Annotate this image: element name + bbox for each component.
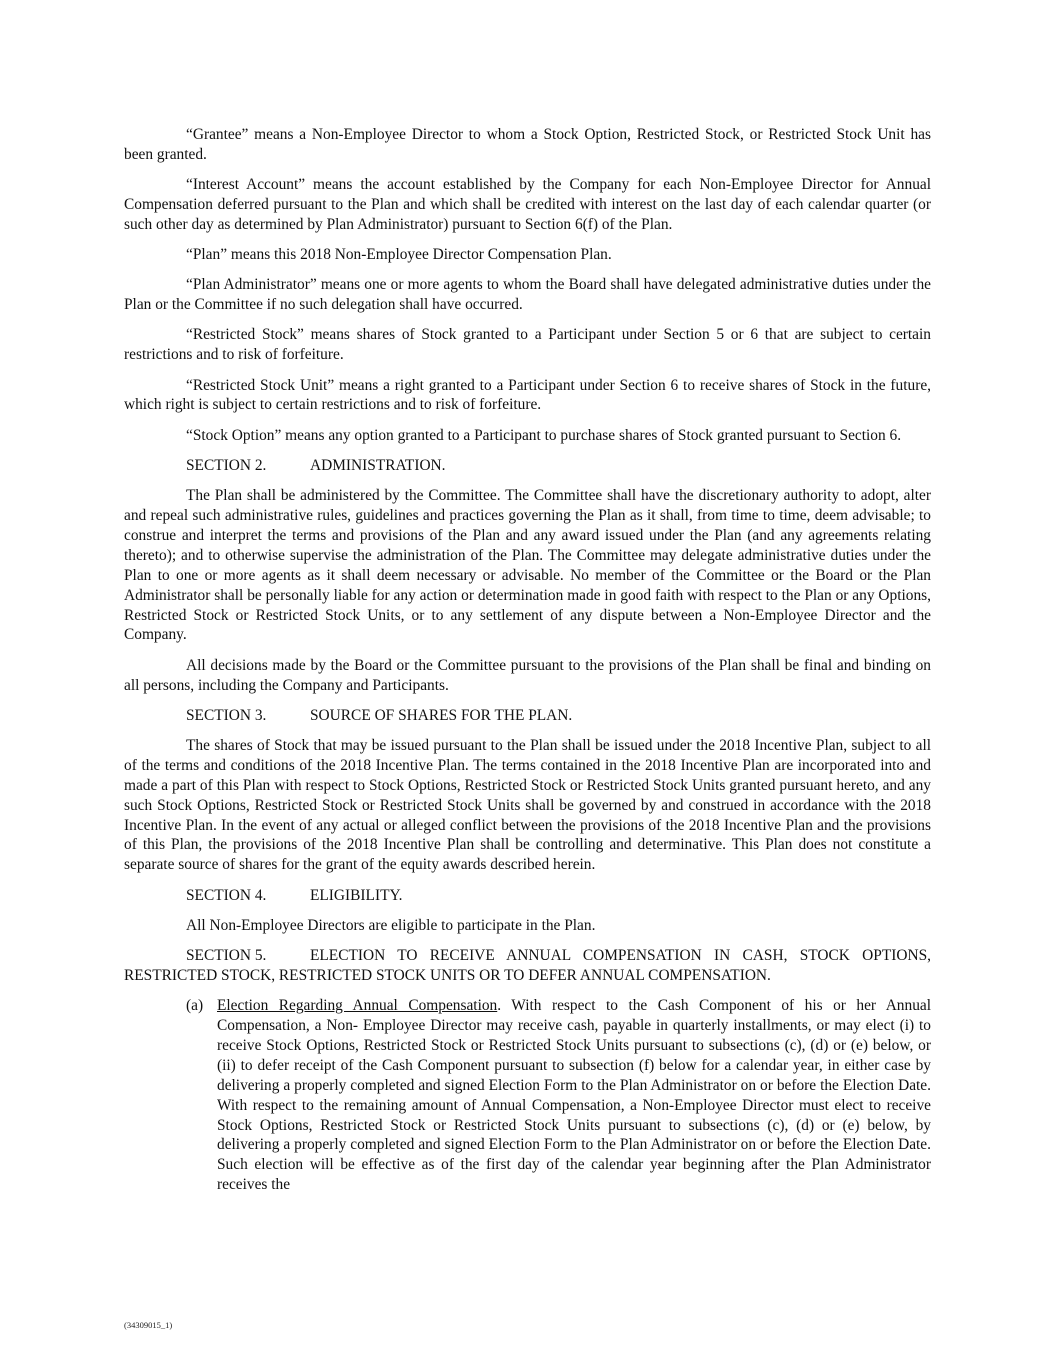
section-2-heading [124,456,931,476]
section-title: ELIGIBILITY. [310,886,403,904]
definition-plan-administrator: “Plan Administrator” means one or more agents to whom the Board shall have delegated administrative duties under the Plan or the Committee if no such delegation shall have occurred. [124,276,931,314]
section-3-heading [124,706,931,726]
document-page [124,125,931,1195]
definition-interest-account: “Interest Account” means the account established by the Company for each Non-Employee Director for Annual Compensation deferred pursuant to the Plan and which shall be credited with interest on the last day of each calendar quarter (or such other day as determined by Plan Administrator) pursuant to Section 6(f) of the Plan. [124,176,931,233]
section-5-item-a [124,996,931,1195]
section-number: SECTION 2. [186,456,267,474]
definition-grantee: “Grantee” means a Non-Employee Director to whom a Stock Option, Restricted Stock, or Restricted Stock Unit has been granted. [124,126,931,163]
section-4-heading [124,886,931,906]
document-id-footer: (34309015_1) [124,1320,173,1330]
item-text: . With respect to the Cash Component of his or her Annual Compensation, a Non- Employee Director may receive cash, payable in quarterly installments, or may elect (i) to receive Stock Options, Restricted Stock or Restricted Stock Units pursuant to subsections (c), (d) or (e) below, or (ii) to defer receipt of the Cash Component pursuant to subsection (f) below for a calendar year, in either case by delivering a properly completed and signed Election Form to the Plan Administrator on or before the Election Date. With respect to the remaining amount of Annual Compensation, a Non-Employee Director must elect to receive Stock Options, Restricted Stock or Restricted Stock Units pursuant to subsections (c), (d) or (e) below, by delivering a properly completed and signed Election Form to the Plan Administrator on or before the Election Date. Such election will be effective as of the first day of the calendar year beginning after the Plan Administrator receives the [217,997,931,1194]
definition-plan: “Plan” means this 2018 Non-Employee Director Compensation Plan. [186,246,612,264]
definition-restricted-stock-unit: “Restricted Stock Unit” means a right granted to a Participant under Section 6 to receive shares of Stock in the future, which right is subject to certain restrictions and to risk of forfeiture. [124,376,931,414]
section-number: SECTION 5. [186,946,267,964]
section-3-paragraph-1: The shares of Stock that may be issued pursuant to the Plan shall be issued under the 2018 Incentive Plan, subject to all of the terms and conditions of the 2018 Incentive Plan. The terms contained in the 2018 Incentive Plan are incorporated into and made a part of this Plan with respect to Stock Options, Restricted Stock or Restricted Stock Units granted pursuant hereto, and any such Stock Options, Restricted Stock or Restricted Stock Units shall be governed by and construed in accordance with the 2018 Incentive Plan. In the event of any actual or alleged conflict between the provisions of the 2018 Incentive Plan and the provisions of this Plan, the provisions of the 2018 Incentive Plan shall be controlling and determinative. This Plan does not constitute a separate source of shares for the grant of the equity awards described herein. [124,736,931,874]
section-4-paragraph-1: All Non-Employee Directors are eligible to participate in the Plan. [186,916,596,934]
definition-stock-option: “Stock Option” means any option granted to a Participant to purchase shares of Stock granted pursuant to Section 6. [186,426,902,444]
section-title: SOURCE OF SHARES FOR THE PLAN. [310,706,573,724]
definition-restricted-stock: “Restricted Stock” means shares of Stock granted to a Participant under Section 5 or 6 that are subject to certain restrictions and to risk of forfeiture. [124,326,931,364]
section-2-paragraph-1: The Plan shall be administered by the Committee. The Committee shall have the discretionary authority to adopt, alter and repeal such administrative rules, guidelines and practices governing the Plan as it shall, from time to time, deem advisable; to construe and interpret the terms and provisions of the Plan and any award issued under the Plan (and any agreements relating thereto); and to otherwise supervise the administration of the Plan. The Committee may delegate administrative duties under the Plan to one or more agents as it shall deem necessary or advisable. No member of the Committee or the Board or the Plan Administrator shall be personally liable for any action or determination made in good faith with respect to the Plan or any Options, Restricted Stock or Restricted Stock Units, or to any settlement of any dispute between a Non-Employee Director and the Company. [124,487,931,644]
item-heading: Election Regarding Annual Compensation [217,997,498,1015]
section-title: ADMINISTRATION. [310,456,446,474]
section-title: ELECTION TO RECEIVE ANNUAL COMPENSATION IN CASH, STOCK OPTIONS, RESTRICTED STOCK, RESTRICTED STOCK UNITS OR TO DEFER ANNUAL COMPENSATION. [124,946,931,984]
section-number: SECTION 3. [186,706,267,724]
section-5-heading [124,946,931,986]
section-2-paragraph-2: All decisions made by the Board or the Committee pursuant to the provisions of the Plan shall be final and binding on all persons, including the Company and Participants. [124,656,931,694]
list-marker: (a) [186,997,204,1015]
section-number: SECTION 4. [186,886,267,904]
